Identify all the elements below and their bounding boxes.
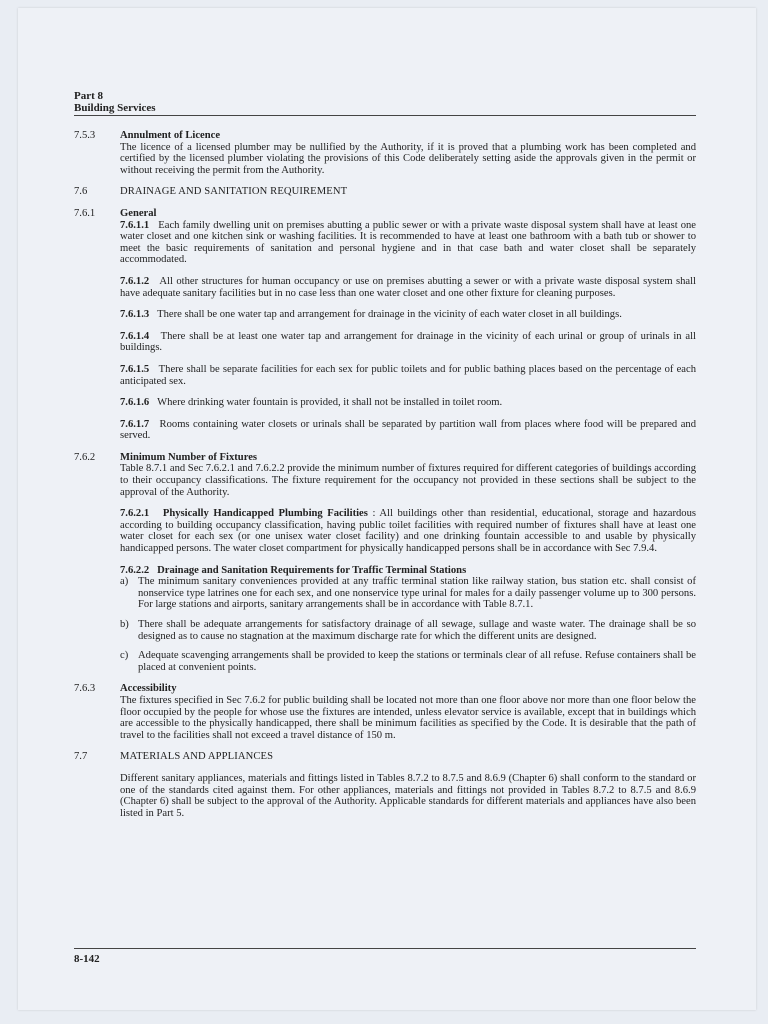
clause-text: There shall be at least one water tap and arrangement for drainage in the vicinity of each urinal or group of urinals in all buildings.	[120, 330, 696, 354]
list-item	[120, 650, 696, 673]
section-7-7	[74, 751, 696, 819]
clause-label: 7.6.2.1	[120, 508, 150, 520]
section-text: The licence of a licensed plumber may be nullified by the Authority, if it is proved that a plumbing work has been completed and certified by the licensed plumber violating the provisions of this Code deliberately setting aside the approvals given in the permit or without receiving the permit from the Authority.	[120, 141, 696, 176]
section-text: Different sanitary appliances, materials and fittings listed in Tables 8.7.2 to 8.7.5 and 8.6.9 (Chapter 6) shall conform to the standard or one of the standards cited against them. For other appliances, materials and fittings not provided in Tables 8.7.2 to 8.7.5 and 8.6.9 (Chapter 6) shall be subject to the approval of the Authority. Applicable standards for different materials and appliances have also been listed in Part 5.	[120, 772, 696, 819]
part-label: Part 8	[74, 90, 104, 102]
section-7-6-1	[74, 208, 696, 442]
clause-text: All other structures for human occupancy or use on premises abutting a sewer or with a private waste disposal system shall have adequate sanitary facilities but in no case less than one water closet and one other fixture for cleaning purposes.	[120, 275, 696, 299]
clause-7-6-1-2	[120, 276, 696, 299]
clause-text: Rooms containing water closets or urinals shall be separated by partition wall from places where food will be prepared and served.	[120, 418, 696, 442]
section-title: Accessibility	[120, 683, 177, 695]
clause-text: Each family dwelling unit on premises abutting a public sewer or with a private waste disposal system shall have at least one water closet and one kitchen sink or washing facilities. It is recommended to have at least one bathroom with a bath tub or shower to meet the basic requirements of sanitation and personal hygiene and in that case bath and water closet shall be separately accommodated.	[120, 219, 696, 266]
section-text: The fixtures specified in Sec 7.6.2 for public building shall be located not more than one floor above nor more than one floor below the floor occupied by the people for whose use the fixtures are intended, unless elevator service is available, except that in buildings which are accessible to the physically handicapped, there shall be minimum facilities as specified by the Code. It is desirable that the path of travel to the facilities shall not exceed a travel distance of 150 m.	[120, 694, 696, 741]
page-content	[74, 90, 696, 829]
clause-7-6-1-3	[120, 309, 696, 321]
document-page	[18, 8, 756, 1010]
clause-label: 7.6.1.4	[120, 330, 150, 342]
clause-title: Drainage and Sanitation Requirements for Traffic Terminal Stations	[157, 564, 467, 576]
clause-label: 7.6.1.1	[120, 219, 150, 231]
list-item	[120, 576, 696, 611]
section-7-6	[74, 186, 696, 198]
page-footer	[74, 948, 696, 965]
list-label: c)	[120, 650, 129, 662]
section-7-6-2	[74, 452, 696, 674]
list-item	[120, 619, 696, 642]
section-number: 7.6.2	[74, 451, 96, 463]
section-number: 7.6.1	[74, 207, 96, 219]
section-title: Annulment of Licence	[120, 130, 221, 141]
section-7-6-3	[74, 683, 696, 741]
clause-label: 7.6.1.5	[120, 363, 150, 375]
section-title: General	[120, 207, 157, 219]
page-number: 8-142	[74, 953, 100, 965]
clause-text: Where drinking water fountain is provided, it shall not be installed in toilet room.	[157, 397, 503, 409]
section-title: DRAINAGE AND SANITATION REQUIREMENT	[120, 186, 348, 198]
list-label: b)	[120, 619, 129, 630]
part-subtitle: Building Services	[74, 102, 696, 116]
clause-7-6-1-7	[120, 419, 696, 442]
section-title: MATERIALS AND APPLIANCES	[120, 751, 274, 763]
section-number: 7.6	[74, 186, 88, 198]
clause-label: 7.6.1.6	[120, 397, 150, 409]
section-number: 7.5.3	[74, 130, 96, 141]
section-7-5-3	[74, 130, 696, 176]
list-text: There shall be adequate arrangements for satisfactory drainage of all sewage, sullage and waste water. The drainage shall be so designed as to cause no stagnation at the maximum discharge rate for which the different units are designed.	[138, 619, 696, 642]
clause-7-6-2-1	[120, 508, 696, 554]
section-number: 7.7	[74, 751, 88, 763]
clause-7-6-1-5	[120, 364, 696, 387]
running-header	[74, 90, 696, 116]
clause-label: 7.6.1.3	[120, 309, 150, 321]
section-number: 7.6.3	[74, 683, 96, 695]
list-text: The minimum sanitary conveniences provided at any traffic terminal station like railway station, bus station etc. shall consist of nonservice type latrines one for each sex, and one nonservice type urinal for males for a daily passenger volume up to 300 persons. For large stations and airports, sanitary arrangements shall be in accordance with Table 8.7.1.	[138, 576, 696, 611]
clause-text: There shall be one water tap and arrangement for drainage in the vicinity of each water closet in all buildings.	[157, 309, 622, 321]
list-label: a)	[120, 576, 129, 588]
clause-7-6-1-6	[120, 397, 696, 409]
section-title: Minimum Number of Fixtures	[120, 451, 258, 463]
list-text: Adequate scavenging arrangements shall be provided to keep the stations or terminals clear of all refuse. Refuse containers shall be placed at convenient points.	[138, 650, 696, 673]
clause-label: 7.6.1.7	[120, 418, 150, 430]
clause-label: 7.6.2.2	[120, 564, 150, 576]
clause-label: 7.6.1.2	[120, 275, 150, 287]
clause-title: Physically Handicapped Plumbing Facilities	[162, 508, 368, 520]
clause-text: : All buildings other than residential, educational, storage and hazardous according to building occupancy classification, having public toilet facilities with required number of fixtures shall have at least one water closet for each sex (or one unisex water closet facility) and one drinking fountain accessible to and usable by physically handicapped persons. The water closet compartment for physically handicapped persons shall be in accordance with Sec 7.9.4.	[120, 508, 696, 555]
clause-7-6-1-4	[120, 331, 696, 354]
clause-text: There shall be separate facilities for each sex for public toilets and for public bathing places based on the percentage of each anticipated sex.	[120, 363, 696, 387]
clause-7-6-2-2	[120, 565, 696, 674]
section-text: Table 8.7.1 and Sec 7.6.2.1 and 7.6.2.2 provide the minimum number of fixtures required for different categories of buildings according to their occupancy classifications. The fixture requirement for the occupancy not provided in these sections shall be subject to the approval of the Authority.	[120, 463, 696, 498]
clause-7-6-1-1	[120, 220, 696, 266]
